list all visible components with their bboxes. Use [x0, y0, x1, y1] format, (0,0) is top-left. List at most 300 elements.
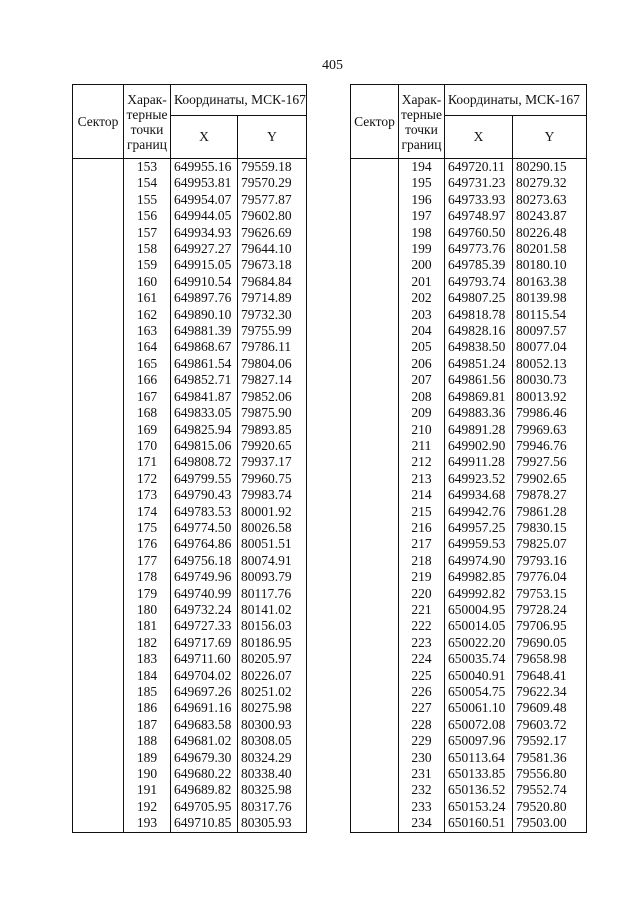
- y-coordinate-cell: 79786.11: [238, 339, 307, 355]
- sector-cell: [73, 192, 124, 208]
- x-coordinate-cell: 649910.54: [171, 274, 238, 290]
- sector-cell: [73, 602, 124, 618]
- sector-cell: [73, 471, 124, 487]
- x-coordinate-cell: 649808.72: [171, 454, 238, 470]
- y-coordinate-cell: 79728.24: [513, 602, 587, 618]
- point-number-cell: 183: [124, 651, 171, 667]
- table-row: [351, 438, 587, 454]
- y-coordinate-cell: 80115.54: [513, 307, 587, 323]
- point-number-cell: 174: [124, 504, 171, 520]
- point-number-cell: 177: [124, 553, 171, 569]
- table-row: [351, 618, 587, 634]
- sector-cell: [73, 668, 124, 684]
- x-coordinate-cell: 649881.39: [171, 323, 238, 339]
- x-coordinate-cell: 649783.53: [171, 504, 238, 520]
- table-row: [73, 750, 307, 766]
- y-coordinate-cell: 80141.02: [238, 602, 307, 618]
- point-number-cell: 213: [399, 471, 445, 487]
- y-coordinate-cell: 80243.87: [513, 208, 587, 224]
- point-number-cell: 191: [124, 782, 171, 798]
- table-row: [73, 307, 307, 323]
- sector-cell: [351, 405, 399, 421]
- table-row: [73, 733, 307, 749]
- x-coordinate-cell: 649732.24: [171, 602, 238, 618]
- sector-cell: [351, 208, 399, 224]
- x-coordinate-cell: 649815.06: [171, 438, 238, 454]
- table-row: [73, 389, 307, 405]
- sector-cell: [351, 356, 399, 372]
- x-coordinate-cell: 649974.90: [445, 553, 513, 569]
- sector-cell: [73, 504, 124, 520]
- table-row: [73, 504, 307, 520]
- table-row: [73, 438, 307, 454]
- x-coordinate-cell: 649927.27: [171, 241, 238, 257]
- point-number-cell: 215: [399, 504, 445, 520]
- x-coordinate-cell: 649691.16: [171, 700, 238, 716]
- y-coordinate-cell: 79893.85: [238, 422, 307, 438]
- y-coordinate-cell: 79581.36: [513, 750, 587, 766]
- table-row: [73, 290, 307, 306]
- y-coordinate-cell: 79793.16: [513, 553, 587, 569]
- x-coordinate-cell: 649861.56: [445, 372, 513, 388]
- x-coordinate-cell: 649773.76: [445, 241, 513, 257]
- table-row: [73, 274, 307, 290]
- sector-header: Сектор: [73, 85, 124, 159]
- x-coordinate-cell: 649756.18: [171, 553, 238, 569]
- point-number-cell: 155: [124, 192, 171, 208]
- y-header: Y: [238, 116, 307, 159]
- table-row: [351, 208, 587, 224]
- x-coordinate-cell: 649705.95: [171, 799, 238, 815]
- x-coordinate-cell: 649911.28: [445, 454, 513, 470]
- table-row: [351, 635, 587, 651]
- point-number-cell: 170: [124, 438, 171, 454]
- sector-cell: [351, 372, 399, 388]
- y-coordinate-cell: 79825.07: [513, 536, 587, 552]
- point-number-cell: 233: [399, 799, 445, 815]
- y-coordinate-cell: 80013.92: [513, 389, 587, 405]
- sector-cell: [73, 733, 124, 749]
- table-row: [351, 372, 587, 388]
- y-coordinate-cell: 80205.97: [238, 651, 307, 667]
- x-coordinate-cell: 649740.99: [171, 586, 238, 602]
- y-coordinate-cell: 80338.40: [238, 766, 307, 782]
- point-number-cell: 201: [399, 274, 445, 290]
- sector-cell: [73, 520, 124, 536]
- point-number-cell: 189: [124, 750, 171, 766]
- x-coordinate-cell: 649689.82: [171, 782, 238, 798]
- header-line: Харак-: [401, 91, 442, 107]
- y-coordinate-cell: 80317.76: [238, 799, 307, 815]
- y-coordinate-cell: 79969.63: [513, 422, 587, 438]
- sector-cell: [351, 454, 399, 470]
- point-number-cell: 224: [399, 651, 445, 667]
- x-coordinate-cell: 649790.43: [171, 487, 238, 503]
- table-row: [73, 766, 307, 782]
- table-row: [73, 454, 307, 470]
- point-number-cell: 219: [399, 569, 445, 585]
- x-coordinate-cell: 650097.96: [445, 733, 513, 749]
- sector-cell: [73, 684, 124, 700]
- table-row: [73, 717, 307, 733]
- x-coordinate-cell: 649869.81: [445, 389, 513, 405]
- point-number-cell: 169: [124, 422, 171, 438]
- x-coordinate-cell: 650004.95: [445, 602, 513, 618]
- point-number-cell: 222: [399, 618, 445, 634]
- table-row: [73, 487, 307, 503]
- table-row: [73, 257, 307, 273]
- table-row: [351, 257, 587, 273]
- x-coordinate-cell: 649959.53: [445, 536, 513, 552]
- x-coordinate-cell: 649710.85: [171, 815, 238, 832]
- table-row: [351, 782, 587, 798]
- characteristic-points-header: [124, 85, 171, 159]
- y-coordinate-cell: 79852.06: [238, 389, 307, 405]
- x-coordinate-cell: 649861.54: [171, 356, 238, 372]
- sector-cell: [351, 684, 399, 700]
- y-coordinate-cell: 80226.07: [238, 668, 307, 684]
- y-coordinate-cell: 80275.98: [238, 700, 307, 716]
- x-coordinate-cell: 650160.51: [445, 815, 513, 832]
- y-coordinate-cell: 79937.17: [238, 454, 307, 470]
- x-coordinate-cell: 649902.90: [445, 438, 513, 454]
- y-coordinate-cell: 79503.00: [513, 815, 587, 832]
- y-coordinate-cell: 79875.90: [238, 405, 307, 421]
- x-coordinate-cell: 649890.10: [171, 307, 238, 323]
- y-coordinate-cell: 80186.95: [238, 635, 307, 651]
- y-coordinate-cell: 79946.76: [513, 438, 587, 454]
- x-coordinate-cell: 649679.30: [171, 750, 238, 766]
- table-row: [73, 635, 307, 651]
- sector-cell: [73, 175, 124, 191]
- point-number-cell: 225: [399, 668, 445, 684]
- x-coordinate-cell: 649982.85: [445, 569, 513, 585]
- y-coordinate-cell: 79753.15: [513, 586, 587, 602]
- table-row: [351, 487, 587, 503]
- point-number-cell: 218: [399, 553, 445, 569]
- table-row: [351, 733, 587, 749]
- table-row: [351, 323, 587, 339]
- point-number-cell: 163: [124, 323, 171, 339]
- table-row: [73, 700, 307, 716]
- table-row: [73, 356, 307, 372]
- sector-cell: [351, 618, 399, 634]
- table-row: [73, 471, 307, 487]
- sector-cell: [73, 766, 124, 782]
- point-number-cell: 220: [399, 586, 445, 602]
- table-row: [351, 192, 587, 208]
- x-coordinate-cell: 650136.52: [445, 782, 513, 798]
- x-coordinate-cell: 650014.05: [445, 618, 513, 634]
- point-number-cell: 194: [399, 159, 445, 176]
- table-row: [73, 602, 307, 618]
- y-coordinate-cell: 79644.10: [238, 241, 307, 257]
- table-row: [351, 454, 587, 470]
- x-coordinate-cell: 649955.16: [171, 159, 238, 176]
- table-row: [73, 668, 307, 684]
- point-number-cell: 231: [399, 766, 445, 782]
- sector-cell: [351, 717, 399, 733]
- point-number-cell: 180: [124, 602, 171, 618]
- sector-cell: [73, 717, 124, 733]
- point-number-cell: 166: [124, 372, 171, 388]
- sector-cell: [351, 323, 399, 339]
- point-number-cell: 196: [399, 192, 445, 208]
- table-row: [351, 815, 587, 832]
- sector-cell: [73, 618, 124, 634]
- sector-cell: [73, 257, 124, 273]
- table-header: [73, 85, 307, 159]
- sector-cell: [73, 553, 124, 569]
- x-coordinate-cell: 650061.10: [445, 700, 513, 716]
- table-row: [73, 782, 307, 798]
- y-coordinate-cell: 80325.98: [238, 782, 307, 798]
- sector-cell: [73, 389, 124, 405]
- point-number-cell: 159: [124, 257, 171, 273]
- y-coordinate-cell: 80074.91: [238, 553, 307, 569]
- x-coordinate-cell: 649923.52: [445, 471, 513, 487]
- sector-cell: [351, 389, 399, 405]
- y-coordinate-cell: 79602.80: [238, 208, 307, 224]
- table-row: [351, 569, 587, 585]
- point-number-cell: 206: [399, 356, 445, 372]
- table-row: [351, 356, 587, 372]
- x-coordinate-cell: 649992.82: [445, 586, 513, 602]
- y-coordinate-cell: 79861.28: [513, 504, 587, 520]
- sector-cell: [73, 159, 124, 176]
- header-line: Харак-: [127, 91, 167, 107]
- point-number-cell: 153: [124, 159, 171, 176]
- table-row: [351, 241, 587, 257]
- sector-cell: [73, 635, 124, 651]
- x-coordinate-cell: 649720.11: [445, 159, 513, 176]
- y-coordinate-cell: 80030.73: [513, 372, 587, 388]
- table-row: [73, 569, 307, 585]
- y-coordinate-cell: 80305.93: [238, 815, 307, 832]
- y-coordinate-cell: 80117.76: [238, 586, 307, 602]
- x-coordinate-cell: 649680.22: [171, 766, 238, 782]
- x-coordinate-cell: 649915.05: [171, 257, 238, 273]
- table-row: [351, 339, 587, 355]
- point-number-cell: 161: [124, 290, 171, 306]
- sector-cell: [73, 372, 124, 388]
- y-coordinate-cell: 79556.80: [513, 766, 587, 782]
- sector-cell: [351, 504, 399, 520]
- point-number-cell: 229: [399, 733, 445, 749]
- coordinates-header: Координаты, МСК-167: [445, 85, 587, 116]
- x-coordinate-cell: 649748.97: [445, 208, 513, 224]
- sector-cell: [73, 799, 124, 815]
- y-coordinate-cell: 80093.79: [238, 569, 307, 585]
- y-coordinate-cell: 80026.58: [238, 520, 307, 536]
- x-coordinate-cell: 649852.71: [171, 372, 238, 388]
- table-row: [351, 422, 587, 438]
- table-row: [73, 339, 307, 355]
- x-header: X: [171, 116, 238, 159]
- sector-cell: [351, 635, 399, 651]
- sector-cell: [351, 422, 399, 438]
- y-coordinate-cell: 80226.48: [513, 225, 587, 241]
- point-number-cell: 190: [124, 766, 171, 782]
- point-number-cell: 158: [124, 241, 171, 257]
- y-coordinate-cell: 80300.93: [238, 717, 307, 733]
- y-coordinate-cell: 79622.34: [513, 684, 587, 700]
- table-row: [73, 799, 307, 815]
- table-row: [351, 717, 587, 733]
- table-row: [351, 553, 587, 569]
- sector-cell: [73, 487, 124, 503]
- y-coordinate-cell: 79626.69: [238, 225, 307, 241]
- table-row: [351, 290, 587, 306]
- sector-header: Сектор: [351, 85, 399, 159]
- table-row: [351, 684, 587, 700]
- y-coordinate-cell: 79878.27: [513, 487, 587, 503]
- y-coordinate-cell: 79684.84: [238, 274, 307, 290]
- y-coordinate-cell: 79927.56: [513, 454, 587, 470]
- point-number-cell: 199: [399, 241, 445, 257]
- y-coordinate-cell: 79755.99: [238, 323, 307, 339]
- header-line: точки: [130, 121, 164, 137]
- table-row: [351, 586, 587, 602]
- sector-cell: [351, 192, 399, 208]
- table-row: [351, 504, 587, 520]
- point-number-cell: 210: [399, 422, 445, 438]
- sector-cell: [73, 569, 124, 585]
- sector-cell: [73, 241, 124, 257]
- y-coordinate-cell: 79592.17: [513, 733, 587, 749]
- y-coordinate-cell: 79577.87: [238, 192, 307, 208]
- sector-cell: [351, 339, 399, 355]
- y-coordinate-cell: 79830.15: [513, 520, 587, 536]
- table-row: [73, 651, 307, 667]
- table-body: [351, 159, 587, 833]
- x-coordinate-cell: 649934.93: [171, 225, 238, 241]
- y-coordinate-cell: 80201.58: [513, 241, 587, 257]
- sector-cell: [73, 339, 124, 355]
- x-coordinate-cell: 650153.24: [445, 799, 513, 815]
- table-row: [351, 700, 587, 716]
- y-coordinate-cell: 79827.14: [238, 372, 307, 388]
- table-row: [351, 405, 587, 421]
- sector-cell: [351, 471, 399, 487]
- point-number-cell: 173: [124, 487, 171, 503]
- point-number-cell: 207: [399, 372, 445, 388]
- point-number-cell: 223: [399, 635, 445, 651]
- y-coordinate-cell: 79690.05: [513, 635, 587, 651]
- table-row: [73, 175, 307, 191]
- sector-cell: [351, 274, 399, 290]
- x-coordinate-cell: 649883.36: [445, 405, 513, 421]
- point-number-cell: 167: [124, 389, 171, 405]
- x-coordinate-cell: 649825.94: [171, 422, 238, 438]
- x-coordinate-cell: 649838.50: [445, 339, 513, 355]
- y-coordinate-cell: 80052.13: [513, 356, 587, 372]
- point-number-cell: 188: [124, 733, 171, 749]
- y-coordinate-cell: 79960.75: [238, 471, 307, 487]
- sector-cell: [351, 602, 399, 618]
- table-body: [73, 159, 307, 833]
- point-number-cell: 226: [399, 684, 445, 700]
- point-number-cell: 176: [124, 536, 171, 552]
- sector-cell: [73, 815, 124, 832]
- y-coordinate-cell: 79732.30: [238, 307, 307, 323]
- sector-cell: [351, 520, 399, 536]
- x-coordinate-cell: 649891.28: [445, 422, 513, 438]
- y-coordinate-cell: 80180.10: [513, 257, 587, 273]
- sector-cell: [351, 750, 399, 766]
- x-coordinate-cell: 649711.60: [171, 651, 238, 667]
- y-coordinate-cell: 80077.04: [513, 339, 587, 355]
- y-coordinate-cell: 79603.72: [513, 717, 587, 733]
- table-row: [351, 799, 587, 815]
- point-number-cell: 182: [124, 635, 171, 651]
- y-coordinate-cell: 79706.95: [513, 618, 587, 634]
- x-coordinate-cell: 649944.05: [171, 208, 238, 224]
- x-coordinate-cell: 649727.33: [171, 618, 238, 634]
- sector-cell: [73, 323, 124, 339]
- sector-cell: [351, 438, 399, 454]
- x-coordinate-cell: 649681.02: [171, 733, 238, 749]
- point-number-cell: 195: [399, 175, 445, 191]
- y-coordinate-cell: 80273.63: [513, 192, 587, 208]
- x-coordinate-cell: 649851.24: [445, 356, 513, 372]
- sector-cell: [351, 175, 399, 191]
- sector-cell: [73, 586, 124, 602]
- header-line: границ: [401, 136, 442, 152]
- header-line: точки: [405, 121, 438, 137]
- y-coordinate-cell: 79920.65: [238, 438, 307, 454]
- point-number-cell: 156: [124, 208, 171, 224]
- x-coordinate-cell: 649760.50: [445, 225, 513, 241]
- x-coordinate-cell: 649774.50: [171, 520, 238, 536]
- sector-cell: [351, 668, 399, 684]
- table-row: [73, 372, 307, 388]
- point-number-cell: 228: [399, 717, 445, 733]
- table-row: [73, 520, 307, 536]
- y-coordinate-cell: 80163.38: [513, 274, 587, 290]
- sector-cell: [351, 553, 399, 569]
- table-row: [73, 815, 307, 832]
- x-coordinate-cell: 649785.39: [445, 257, 513, 273]
- sector-cell: [73, 208, 124, 224]
- point-number-cell: 168: [124, 405, 171, 421]
- sector-cell: [351, 487, 399, 503]
- sector-cell: [351, 733, 399, 749]
- y-coordinate-cell: 79570.29: [238, 175, 307, 191]
- point-number-cell: 203: [399, 307, 445, 323]
- sector-cell: [351, 159, 399, 176]
- sector-cell: [73, 356, 124, 372]
- y-header: Y: [513, 116, 587, 159]
- point-number-cell: 165: [124, 356, 171, 372]
- coordinates-table-left: [72, 84, 307, 833]
- table-row: [351, 766, 587, 782]
- table-row: [73, 323, 307, 339]
- table-row: [73, 192, 307, 208]
- point-number-cell: 172: [124, 471, 171, 487]
- point-number-cell: 162: [124, 307, 171, 323]
- table-row: [73, 208, 307, 224]
- x-coordinate-cell: 649942.76: [445, 504, 513, 520]
- y-coordinate-cell: 80308.05: [238, 733, 307, 749]
- header-line: границ: [127, 136, 167, 152]
- x-coordinate-cell: 649818.78: [445, 307, 513, 323]
- point-number-cell: 230: [399, 750, 445, 766]
- point-number-cell: 185: [124, 684, 171, 700]
- table-row: [351, 536, 587, 552]
- table-row: [73, 225, 307, 241]
- point-number-cell: 154: [124, 175, 171, 191]
